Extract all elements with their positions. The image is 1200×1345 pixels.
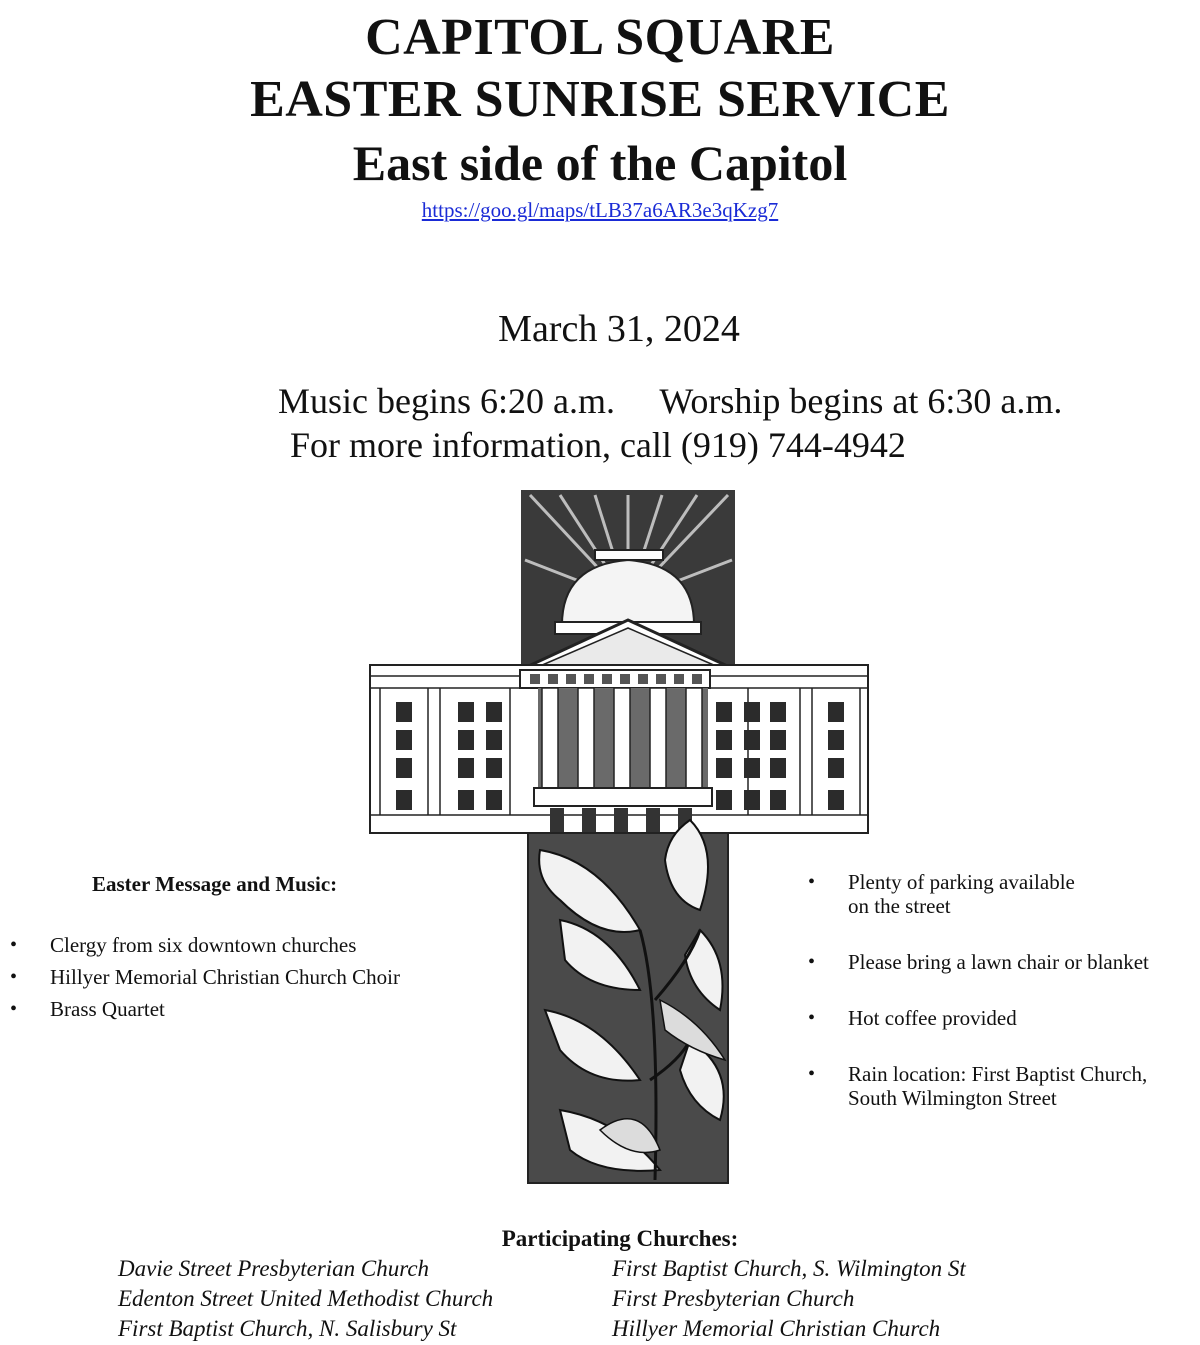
message-list bbox=[0, 933, 400, 1029]
church-name: First Baptist Church, S. Wilmington St bbox=[612, 1256, 966, 1281]
note-line: • Rain location: First Baptist Church, bbox=[848, 1062, 1148, 1086]
note-line: South Wilmington Street bbox=[848, 1086, 1057, 1110]
church-name: Hillyer Memorial Christian Church bbox=[612, 1316, 941, 1341]
event-date: March 31, 2024 bbox=[498, 308, 740, 350]
map-link[interactable]: https://goo.gl/maps/tLB37a6AR3e3qKzg7 bbox=[421, 198, 779, 222]
notes-list bbox=[798, 870, 1198, 1142]
list-item bbox=[798, 870, 1198, 918]
note-line: • Hot coffee provided bbox=[848, 1006, 1017, 1030]
churches-heading: Participating Churches: bbox=[501, 1226, 739, 1251]
subtitle-location: East side of the Capitol bbox=[352, 135, 848, 191]
note-line: • Plenty of parking available bbox=[848, 870, 1075, 894]
title-capitol-square: CAPITOL SQUARE bbox=[365, 9, 835, 66]
contact-info: For more information, call (919) 744-4942 bbox=[290, 425, 906, 465]
list-item: • Hillyer Memorial Christian Church Choir bbox=[0, 965, 400, 989]
event-times: Music begins 6:20 a.m. Worship begins at 6:30 a.m. bbox=[278, 381, 1063, 421]
note-line: • Please bring a lawn chair or blanket bbox=[848, 950, 1149, 974]
title-easter-sunrise-service: EASTER SUNRISE SERVICE bbox=[250, 71, 950, 128]
list-item bbox=[798, 1006, 1198, 1030]
church-name: First Baptist Church, N. Salisbury St bbox=[118, 1316, 457, 1341]
church-name: Davie Street Presbyterian Church bbox=[118, 1256, 430, 1281]
church-name: First Presbyterian Church bbox=[612, 1286, 855, 1311]
churches-left-column bbox=[118, 1254, 493, 1344]
list-item: • Brass Quartet bbox=[0, 997, 400, 1021]
list-item: • Clergy from six downtown churches bbox=[0, 933, 400, 957]
churches-right-column bbox=[612, 1254, 966, 1344]
message-heading: Easter Message and Music: bbox=[92, 872, 338, 896]
list-item bbox=[798, 950, 1198, 974]
note-line: on the street bbox=[848, 894, 951, 918]
church-name: Edenton Street United Methodist Church bbox=[118, 1286, 494, 1311]
list-item bbox=[798, 1062, 1198, 1110]
